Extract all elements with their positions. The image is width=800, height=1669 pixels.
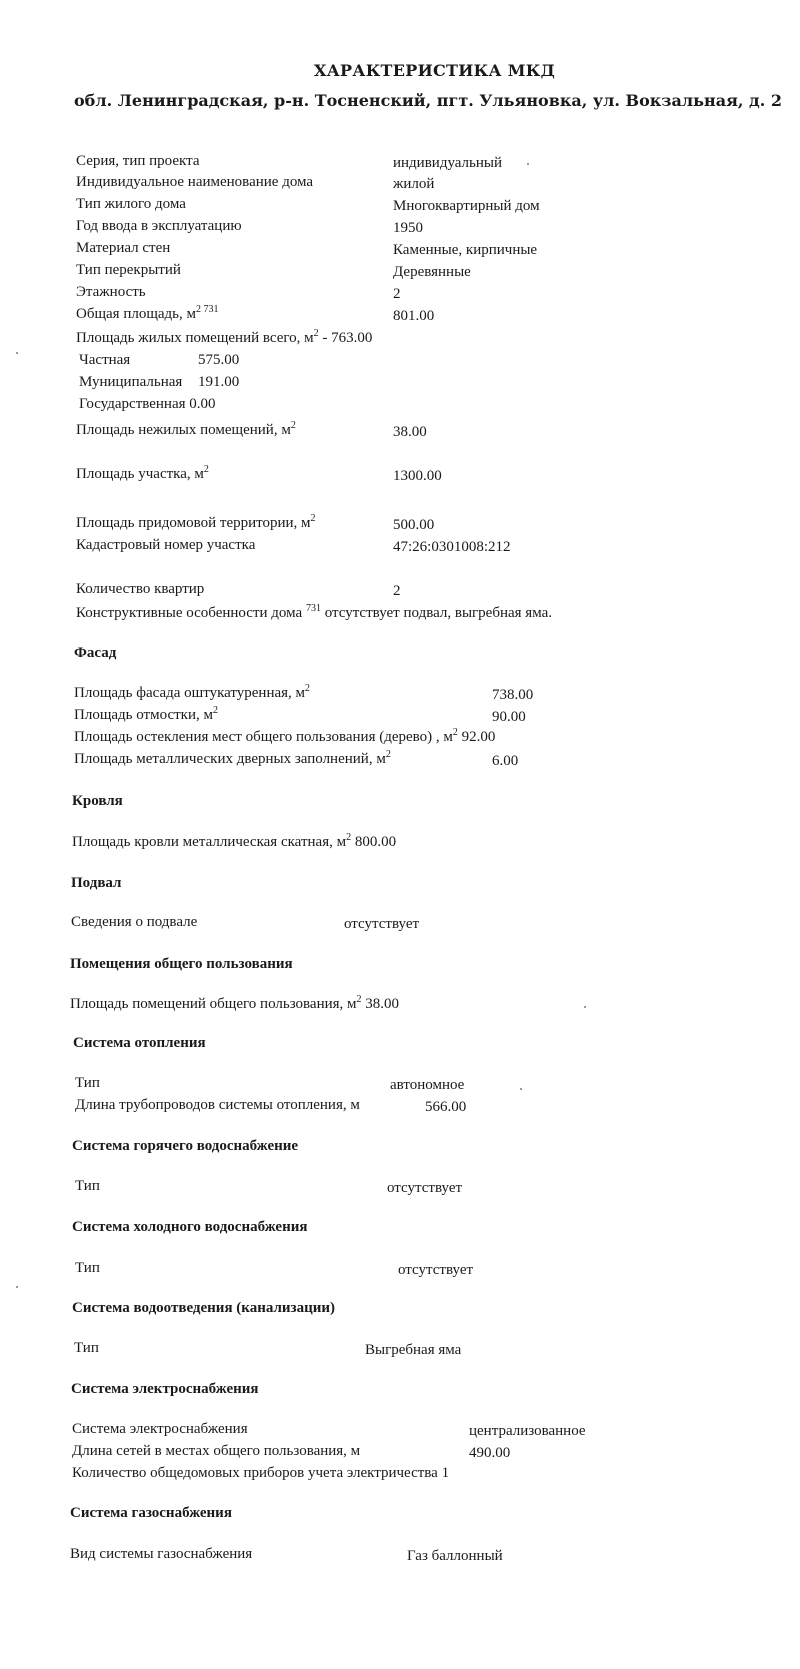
address-line: обл. Ленинградская, р-н. Тосненский, пгт. Ульяновка, ул. Вокзальная, д. 2 bbox=[74, 91, 782, 110]
name-label: Индивидуальное наименование дома bbox=[76, 174, 314, 190]
state-row bbox=[79, 395, 216, 413]
private-value: 575.00 bbox=[198, 352, 240, 368]
storeys-value: 2 bbox=[393, 286, 401, 302]
hot-water-type-value: отсутствует bbox=[387, 1180, 463, 1196]
hot-water-type-label: Тип bbox=[75, 1178, 100, 1194]
yard-value: 500.00 bbox=[393, 517, 435, 533]
house-type-label: Тип жилого дома bbox=[76, 196, 186, 212]
nonliving-sup: 2 bbox=[290, 420, 296, 431]
blind-area-sup: 2 bbox=[213, 705, 218, 716]
electric-meters-row bbox=[72, 1464, 449, 1482]
basement-heading: Подвал bbox=[71, 875, 122, 891]
municipal-value: 191.00 bbox=[198, 374, 240, 390]
document-title: ХАРАКТЕРИСТИКА МКД bbox=[314, 61, 556, 80]
doors-label: Площадь металлических дверных заполнений, м bbox=[74, 751, 386, 767]
glazing-row bbox=[74, 728, 495, 746]
nonliving-value: 38.00 bbox=[393, 424, 427, 440]
nonliving-row bbox=[76, 421, 296, 439]
common-area-row bbox=[70, 995, 399, 1013]
plot-row bbox=[76, 465, 209, 483]
constructive-row bbox=[76, 604, 552, 622]
doors-value: 6.00 bbox=[492, 753, 519, 769]
electric-length-value: 490.00 bbox=[469, 1445, 511, 1461]
glazing-label: Площадь остекления мест общего пользования (дерево) , м bbox=[74, 729, 453, 745]
gas-type-label: Вид системы газоснабжения bbox=[70, 1546, 253, 1562]
common-areas-heading: Помещения общего пользования bbox=[70, 956, 293, 972]
glazing-sup: 2 bbox=[452, 727, 458, 738]
heating-pipes-label: Длина трубопроводов системы отопления, м bbox=[75, 1097, 360, 1113]
heating-type-value: автономное bbox=[390, 1077, 465, 1093]
electric-system-label: Система электроснабжения bbox=[72, 1421, 248, 1437]
roof-area-row bbox=[72, 833, 396, 851]
total-area-row bbox=[76, 305, 219, 323]
municipal-label: Муниципальная bbox=[79, 374, 183, 390]
cold-water-type-value: отсутствует bbox=[398, 1262, 474, 1278]
common-area-sup: 2 bbox=[356, 994, 362, 1005]
private-label: Частная bbox=[79, 352, 131, 368]
common-area-value: 38.00 bbox=[361, 996, 400, 1012]
year-value: 1950 bbox=[393, 220, 423, 236]
living-area-row bbox=[76, 329, 372, 347]
roof-area-label: Площадь кровли металлическая скатная, м bbox=[72, 834, 347, 850]
floors-type-value: Деревянные bbox=[393, 264, 471, 280]
constructive-sup: 731 bbox=[305, 603, 321, 614]
total-area-sup: 2 731 bbox=[196, 304, 219, 315]
series-label: Серия, тип проекта bbox=[76, 153, 200, 169]
series-value: индивидуальный bbox=[393, 155, 503, 171]
basement-info-value: отсутствует bbox=[344, 916, 420, 932]
scan-speck bbox=[16, 1286, 18, 1288]
constructive-value: отсутствует подвал, выгребная яма. bbox=[320, 605, 552, 621]
electric-heading: Система электроснабжения bbox=[71, 1381, 259, 1397]
facade-heading: Фасад bbox=[74, 645, 117, 661]
cadastral-value: 47:26:0301008:212 bbox=[393, 539, 511, 555]
yard-sup: 2 bbox=[310, 513, 316, 524]
common-area-label: Площадь помещений общего пользования, м bbox=[70, 996, 357, 1012]
electric-length-label: Длина сетей в местах общего пользования, м bbox=[72, 1443, 361, 1459]
walls-value: Каменные, кирпичные bbox=[393, 242, 538, 258]
sewer-type-label: Тип bbox=[74, 1340, 99, 1356]
electric-meters-label: Количество общедомовых приборов учета электричества bbox=[72, 1465, 438, 1481]
facade-plaster-label: Площадь фасада оштукатуренная, м bbox=[74, 685, 306, 701]
plot-label: Площадь участка, м bbox=[76, 466, 204, 482]
heating-type-label: Тип bbox=[75, 1075, 100, 1091]
living-area-label: Площадь жилых помещений всего, м bbox=[76, 330, 314, 346]
year-label: Год ввода в эксплуатацию bbox=[76, 218, 242, 234]
gas-heading: Система газоснабжения bbox=[70, 1505, 232, 1521]
roof-area-value: 800.00 bbox=[351, 834, 397, 850]
blind-area-value: 90.00 bbox=[492, 709, 526, 725]
plot-value: 1300.00 bbox=[393, 468, 442, 484]
gas-type-value: Газ баллонный bbox=[407, 1548, 503, 1564]
apartments-value: 2 bbox=[393, 583, 401, 599]
house-type-value: Многоквартирный дом bbox=[393, 198, 540, 214]
constructive-label: Конструктивные особенности дома bbox=[76, 605, 303, 621]
scan-speck bbox=[520, 1088, 522, 1090]
sewer-heading: Система водоотведения (канализации) bbox=[72, 1300, 335, 1316]
yard-label: Площадь придомовой территории, м bbox=[76, 515, 311, 531]
roof-area-sup: 2 bbox=[346, 832, 352, 843]
doors-sup: 2 bbox=[385, 749, 391, 760]
roof-heading: Кровля bbox=[72, 793, 123, 809]
total-area-value: 801.00 bbox=[393, 308, 435, 324]
state-label: Государственная bbox=[79, 396, 186, 412]
scan-speck bbox=[584, 1006, 586, 1008]
total-area-label: Общая площадь, м bbox=[76, 306, 197, 322]
walls-label: Материал стен bbox=[76, 240, 171, 256]
living-area-value: - 763.00 bbox=[318, 330, 373, 346]
facade-plaster-row bbox=[74, 684, 310, 702]
name-value: жилой bbox=[393, 176, 435, 192]
sewer-type-value: Выгребная яма bbox=[365, 1342, 462, 1358]
scan-speck bbox=[527, 163, 529, 165]
basement-info-label: Сведения о подвале bbox=[71, 914, 198, 930]
electric-system-value: централизованное bbox=[469, 1423, 586, 1439]
plot-sup: 2 bbox=[203, 464, 209, 475]
heating-pipes-value: 566.00 bbox=[425, 1099, 467, 1115]
yard-row bbox=[76, 514, 316, 532]
heating-heading: Система отопления bbox=[73, 1035, 206, 1051]
floors-type-label: Тип перекрытий bbox=[76, 262, 181, 278]
blind-area-row bbox=[74, 706, 218, 724]
state-value: 0.00 bbox=[189, 396, 216, 412]
cold-water-heading: Система холодного водоснабжения bbox=[72, 1219, 308, 1235]
facade-plaster-sup: 2 bbox=[305, 683, 311, 694]
glazing-value: 92.00 bbox=[457, 729, 496, 745]
doors-row bbox=[74, 750, 391, 768]
blind-area-label: Площадь отмостки, м bbox=[74, 707, 213, 723]
facade-plaster-value: 738.00 bbox=[492, 687, 534, 703]
nonliving-label: Площадь нежилых помещений, м bbox=[76, 422, 291, 438]
hot-water-heading: Система горячего водоснабжение bbox=[72, 1138, 299, 1154]
scan-speck bbox=[16, 352, 18, 354]
electric-meters-value: 1 bbox=[437, 1465, 450, 1481]
cadastral-label: Кадастровый номер участка bbox=[76, 537, 256, 553]
storeys-label: Этажность bbox=[76, 284, 146, 300]
cold-water-type-label: Тип bbox=[75, 1260, 100, 1276]
living-area-sup: 2 bbox=[313, 328, 319, 339]
apartments-label: Количество квартир bbox=[76, 581, 205, 597]
